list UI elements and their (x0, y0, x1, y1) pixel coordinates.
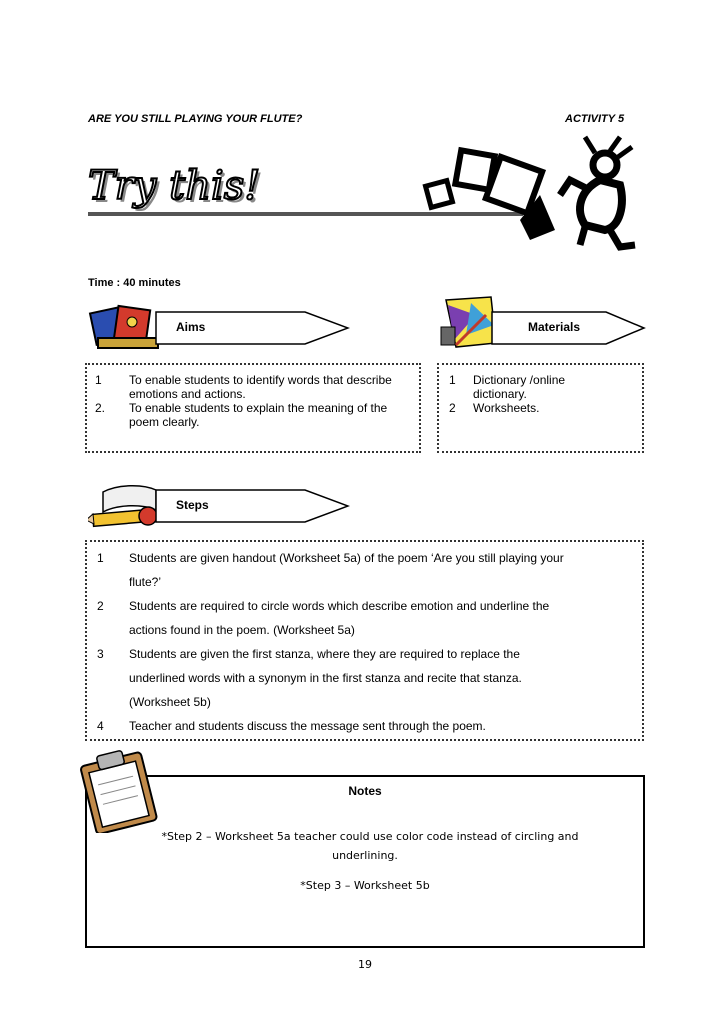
steps-box (85, 540, 644, 741)
banner-title: Try this! (88, 163, 261, 209)
step-item: 2 Students are required to circle words which describe emotion and underline the actions found in the poem. (Worksheet 5a) (97, 599, 550, 637)
scroll-and-pencil-icon (88, 482, 163, 534)
step-item: 4 Teacher and students discuss the message sent through the poem. (97, 719, 486, 733)
steps-heading: Steps (176, 498, 209, 512)
page-number: 19 (358, 958, 372, 971)
materials-item: 2 Worksheets. (449, 401, 540, 415)
time-label: Time : 40 minutes (88, 277, 181, 289)
step-item: 3 Students are given the first stanza, where they are required to replace the underlined words with a synonym in the first stanza and recite that stanza. (Worksheet 5b) (97, 647, 522, 709)
materials-box (437, 363, 644, 453)
notes-line-1: *Step 2 – Worksheet 5a teacher could use color code instead of circling and (161, 830, 579, 843)
aims-box (85, 363, 421, 453)
aims-item: 1 To enable students to identify words that describe emotions and actions. (95, 373, 392, 401)
materials-heading: Materials (528, 320, 581, 334)
notes-line-3: *Step 3 – Worksheet 5b (300, 879, 430, 892)
aims-item: 2. To enable students to explain the meaning of the poem clearly. (95, 401, 388, 429)
activity-label: ACTIVITY 5 (565, 113, 625, 125)
notes-line-2: underlining. (332, 849, 398, 862)
materials-item: 1 Dictionary /online dictionary. (449, 373, 566, 401)
aims-heading: Aims (176, 320, 206, 334)
notes-heading: Notes (348, 784, 382, 798)
document-title: ARE YOU STILL PLAYING YOUR FLUTE? (88, 113, 303, 125)
step-item: 1 Students are given handout (Worksheet 5a) of the poem ‘Are you still playing your flute?’ (97, 551, 564, 589)
flute-player-illustration-icon (420, 135, 650, 255)
